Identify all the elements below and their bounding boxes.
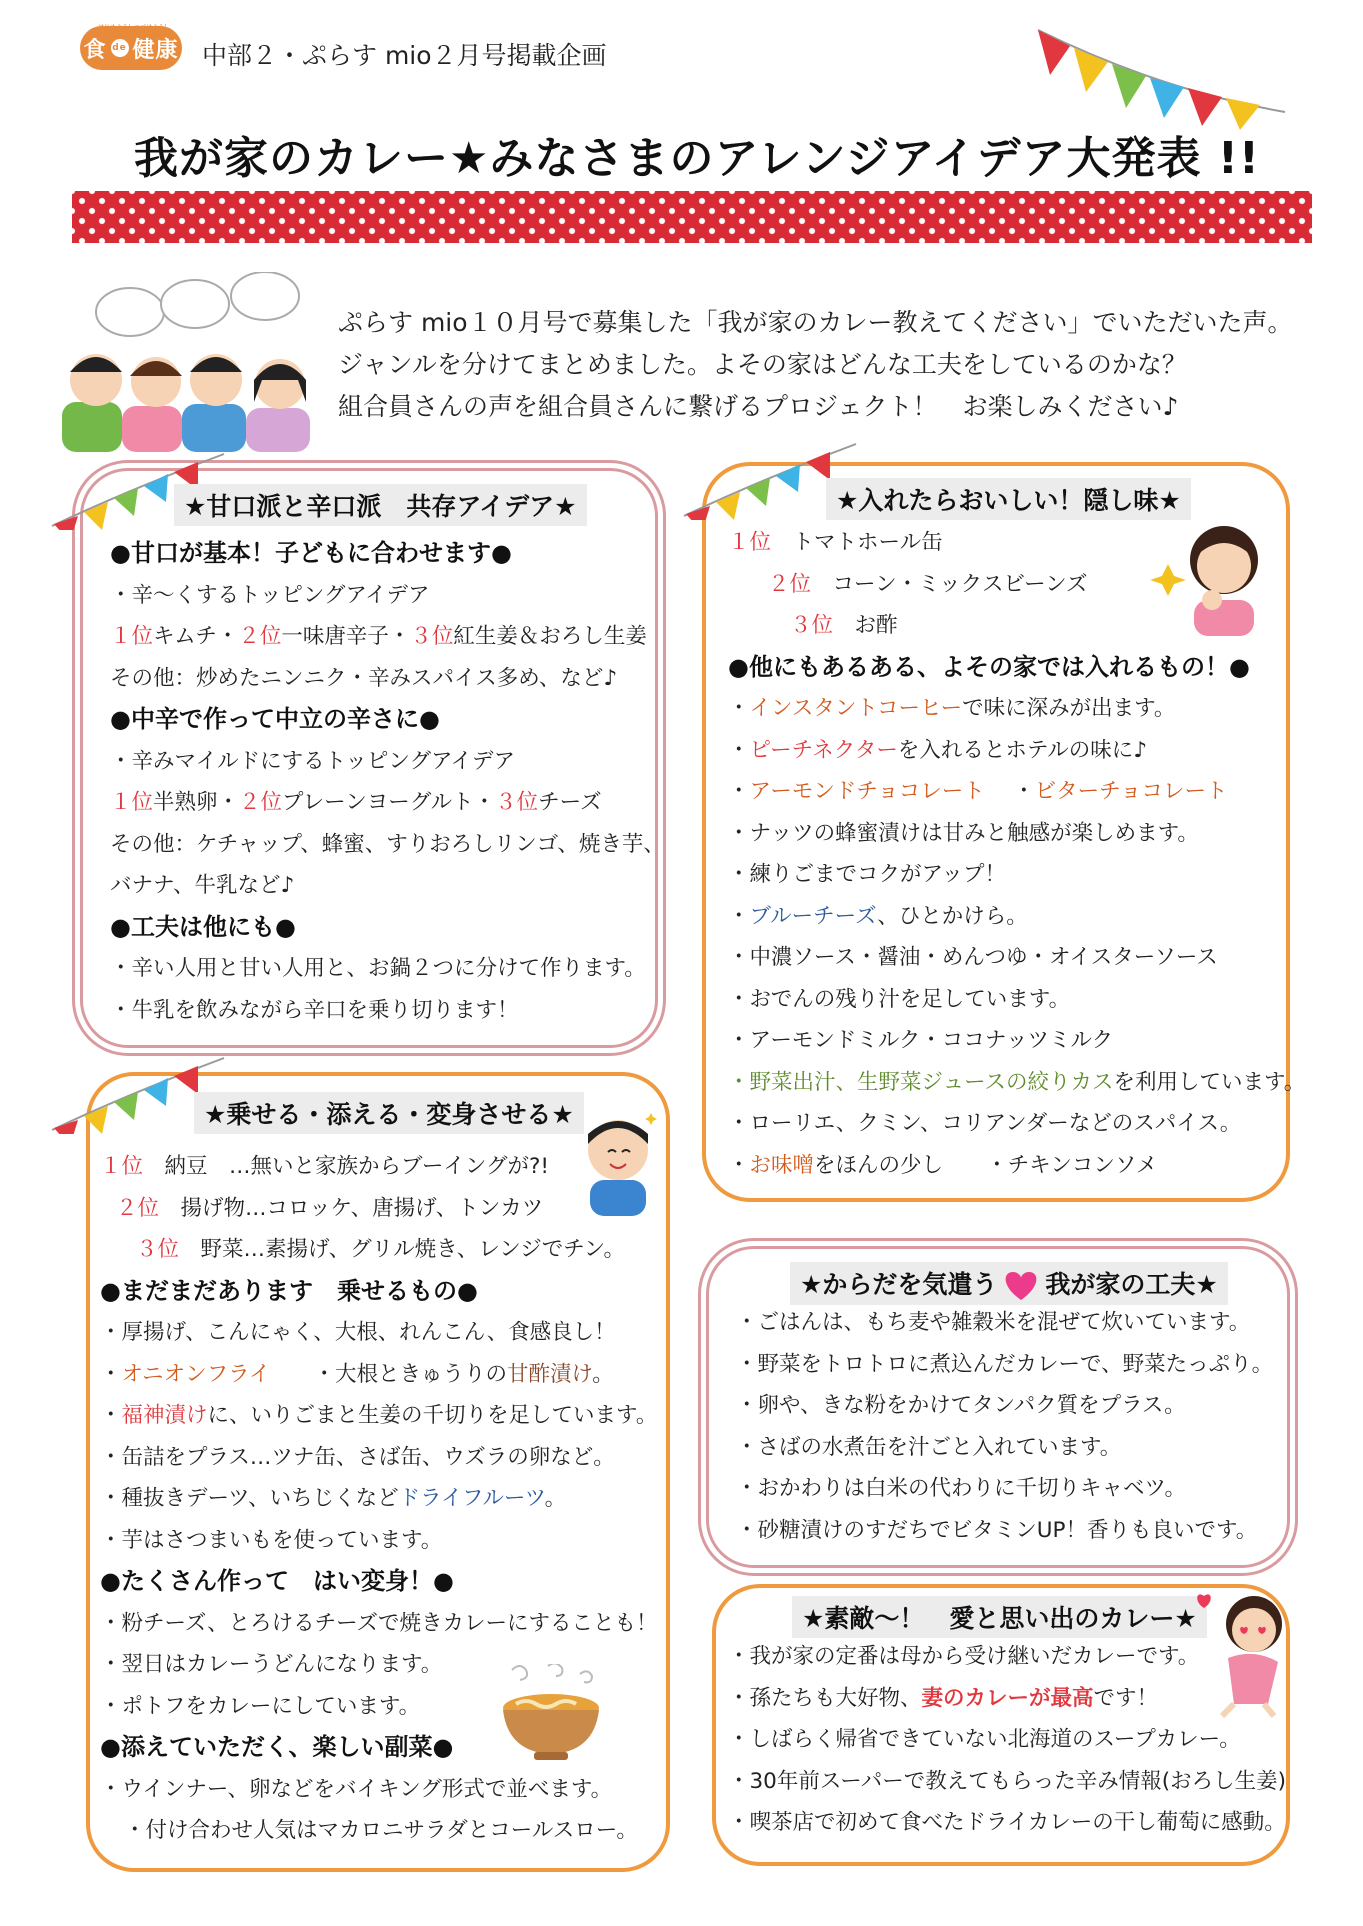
list-item: ・ポトフをカレーにしています。 [100, 1693, 421, 1719]
rank-label: ２位 [239, 790, 283, 815]
logo-text-left: 食 [83, 37, 107, 63]
panel-title [790, 1262, 1228, 1305]
section-heading: ●他にもあるある、よその家では入れるもの！● [728, 652, 1250, 681]
rank-label: ３位 [495, 790, 539, 815]
list-item: ・さばの水煮缶を汁ごと入れています。 [736, 1434, 1122, 1460]
rank-item: キムチ・ [153, 624, 239, 649]
header-note: 中部２・ぷらす mio２月号掲載企画 [202, 41, 607, 70]
ranking-line [728, 564, 1305, 606]
rank-label: １位 [100, 1154, 144, 1179]
list-item: ・しばらく帰省できていない北海道のスープカレー。 [728, 1727, 1241, 1752]
ranking-line [100, 1188, 658, 1230]
list-item [100, 1478, 658, 1520]
page-title: 我が家のカレー★みなさまのアレンジアイデア大発表 !! [134, 133, 1260, 184]
ranking-line [110, 782, 665, 824]
ranking-line [728, 605, 1305, 647]
polka-dot-ribbon [72, 191, 1312, 243]
people-talking-illustration [60, 272, 325, 452]
list-item: ・芋はさつまいもを使っています。 [100, 1527, 443, 1553]
bullet: ・ [728, 1152, 750, 1178]
list-item: ・おでんの残り汁を足しています。 [728, 986, 1071, 1012]
list-text: ・チキンコンソメ [986, 1152, 1158, 1178]
list-item: ・厚揚げ、こんにゃく、大根、れんこん、食感良し！ [100, 1320, 616, 1345]
logo-text-right: 健康 [132, 37, 179, 63]
highlight: 福神漬け [121, 1403, 208, 1428]
list-item: ・辛い人用と甘い人用と、お鍋２つに分けて作ります。 [110, 956, 646, 981]
list-item: ・牛乳を飲みながら辛口を乗り切ります！ [110, 997, 519, 1023]
bullet: ・ [728, 696, 750, 721]
bullet: ・ [728, 779, 750, 804]
list-item [728, 1062, 1305, 1104]
list-item: バナナ、牛乳など♪ [110, 873, 295, 898]
bullet: ・ [100, 1361, 122, 1387]
rank-item: お酢 [854, 613, 898, 638]
list-item: その他：ケチャップ、蜂蜜、すりおろしリンゴ、焼き芋、 [110, 831, 665, 857]
panel-body [110, 533, 665, 1031]
highlight: ピーチネクター [749, 737, 898, 763]
list-item: ・練りごまでコクがアップ！ [728, 862, 1006, 887]
highlight: お味噌 [749, 1152, 815, 1178]
list-item: ・おかわりは白米の代わりに千切りキャベツ。 [736, 1476, 1186, 1501]
list-text: です！ [1093, 1685, 1159, 1711]
intro-text [338, 302, 1293, 428]
rank-item: 一味唐辛子・ [281, 624, 411, 649]
ranking-line [100, 1146, 658, 1188]
list-item: ・30年前スーパーで教えてもらった辛み情報(おろし生姜) [728, 1768, 1286, 1794]
list-item: ・缶詰をプラス…ツナ缶、さば缶、ウズラの卵など。 [100, 1444, 615, 1470]
section-heading: ●工夫は他にも● [110, 912, 296, 941]
ranking-line [110, 616, 665, 658]
section-heading: ●中辛で作って中立の辛さに● [110, 705, 440, 733]
list-text: ・孫たちも大好物、 [728, 1685, 922, 1711]
rank-label: ２位 [238, 624, 282, 649]
intro-line: 組合員さんの声を組合員さんに繋げるプロジェクト！ お楽しみください♪ [338, 392, 1179, 421]
highlight: ビターチョコレート [1034, 779, 1228, 804]
rank-item: 半熟卵・ [153, 790, 240, 815]
logo-text-mid: de [111, 39, 129, 57]
list-item: ・ローリエ、クミン、コリアンダーなどのスパイス。 [728, 1111, 1242, 1136]
panel-title-part: ★からだを気遣う [800, 1270, 998, 1299]
heart-icon [1001, 1270, 1041, 1302]
list-text: ・大根ときゅうりの [313, 1361, 508, 1387]
list-item: その他：炒めたニンニク・辛みスパイス多め、など♪ [110, 665, 618, 691]
highlight: 甘酢漬け [507, 1361, 593, 1387]
list-item: ・ナッツの蜂蜜漬けは甘みと触感が楽しめます。 [728, 820, 1199, 846]
list-item: ・野菜をトロトロに煮込んだカレーで、野菜たっぷり。 [736, 1351, 1274, 1377]
highlight: ブルーチーズ [749, 903, 878, 929]
list-item: ・翌日はカレーうどんになります。 [100, 1652, 443, 1677]
rank-label: ３位 [136, 1237, 180, 1262]
list-item: ・砂糖漬けのすだちでビタミンUP！香りも良いです。 [736, 1517, 1258, 1543]
rank-item: プレーンヨーグルト・ [282, 790, 496, 815]
section-heading: ●まだまだあります 乗せるもの● [100, 1276, 478, 1305]
list-text: 。 [592, 1361, 614, 1387]
highlight: 妻のカレーが最高 [921, 1685, 1094, 1711]
list-item: ・ウインナー、卵などをバイキング形式で並べます。 [100, 1776, 613, 1802]
list-text: に、いりごまと生姜の千切りを足しています。 [207, 1403, 658, 1428]
list-item: ・喫茶店で初めて食べたドライカレーの干し葡萄に感動。 [728, 1810, 1286, 1835]
list-item: ・辛～くするトッピングアイデア [110, 582, 430, 608]
list-item [728, 896, 1305, 938]
list-text: 。 [544, 1486, 567, 1511]
section-heading: ●たくさん作って はい変身！● [100, 1567, 454, 1595]
list-item: ・ごはんは、もち麦や雑穀米を混ぜて炊いています。 [736, 1310, 1251, 1335]
intro-line: ぷらす mio１０月号で募集した「我が家のカレー教えてください」でいただいた声。 [338, 308, 1293, 337]
rank-label: ２位 [768, 571, 812, 597]
rank-label: ３位 [790, 613, 834, 638]
rank-item: トマトホール缶 [792, 530, 943, 555]
highlight: ・野菜出汁、生野菜ジュースの絞りカス [728, 1069, 1114, 1095]
list-item: ・辛みマイルドにするトッピングアイデア [110, 748, 516, 774]
section-heading: ●添えていただく、楽しい副菜● [100, 1733, 454, 1761]
bullet: ・ [1013, 779, 1035, 804]
rank-item: チーズ [538, 790, 602, 815]
list-item [728, 730, 1305, 772]
panel-title: ★甘口派と辛口派 共存アイデア★ [174, 484, 587, 526]
curry-udon-bowl-illustration [496, 1664, 606, 1764]
bullet: ・ [728, 903, 750, 929]
highlight: オニオンフライ [121, 1361, 271, 1387]
list-text: 、ひとかけら。 [877, 903, 1028, 929]
list-text: をほんの少し [814, 1152, 944, 1178]
section-heading: ●甘口が基本！子どもに合わせます● [110, 539, 512, 567]
logo [80, 26, 182, 70]
ranking-line [728, 522, 1305, 564]
rank-item: 揚げ物…コロッケ、唐揚げ、トンカツ [180, 1195, 544, 1221]
highlight: インスタントコーヒー [749, 696, 963, 721]
rank-label: １位 [728, 530, 772, 555]
rank-label: １位 [110, 790, 154, 815]
list-item [100, 1354, 658, 1396]
list-item [728, 1145, 1305, 1187]
list-item: ・中濃ソース・醤油・めんつゆ・オイスターソース [728, 945, 1218, 970]
panel-title: ★入れたらおいしい！隠し味★ [826, 478, 1191, 520]
bunting-decoration [1030, 20, 1290, 130]
ranking-line [100, 1229, 658, 1271]
list-text: で味に深みが出ます。 [962, 696, 1176, 721]
rank-item: 紅生姜＆おろし生姜 [453, 624, 647, 649]
bullet: ・ [100, 1403, 122, 1428]
list-item: ・我が家の定番は母から受け継いだカレーです。 [728, 1644, 1200, 1669]
highlight: ドライフルーツ [398, 1486, 545, 1511]
panel-title: ★素敵～！ 愛と思い出のカレー★ [792, 1596, 1207, 1638]
panel-body [728, 1636, 1286, 1844]
list-text: を入れるとホテルの味に♪ [897, 737, 1148, 763]
panel-title-part: 我が家の工夫★ [1045, 1270, 1218, 1299]
rank-item: 納豆 …無いと家族からブーイングが?! [164, 1154, 549, 1179]
intro-line: ジャンルを分けてまとめました。よその家はどんな工夫をしているのかな？ [338, 350, 1187, 379]
rank-item: 野菜…素揚げ、グリル焼き、レンジでチン。 [200, 1237, 625, 1262]
list-item: ・アーモンドミルク・ココナッツミルク [728, 1028, 1114, 1053]
list-item: ・付け合わせ人気はマカロニサラダとコールスロー。 [124, 1818, 638, 1843]
list-item: ・粉チーズ、とろけるチーズで焼きカレーにすることも！ [100, 1610, 658, 1636]
rank-label: １位 [110, 624, 154, 649]
rank-label: ３位 [410, 624, 454, 649]
panel-body [728, 522, 1305, 1186]
list-item [728, 771, 1305, 813]
rank-label: ２位 [116, 1195, 160, 1221]
list-text: ・種抜きデーツ、いちじくなど [100, 1486, 399, 1511]
bullet: ・ [728, 737, 750, 763]
list-item: ・卵や、きな粉をかけてタンパク質をプラス。 [736, 1393, 1186, 1418]
list-item [728, 688, 1305, 730]
panel-body [736, 1302, 1273, 1551]
list-text: を利用しています。 [1113, 1069, 1306, 1095]
panel-title: ★乗せる・添える・変身させる★ [194, 1092, 584, 1134]
list-item [728, 1678, 1286, 1720]
rank-item: コーン・ミックスビーンズ [832, 571, 1088, 597]
list-item [100, 1395, 658, 1437]
highlight: アーモンドチョコレート [749, 779, 985, 804]
